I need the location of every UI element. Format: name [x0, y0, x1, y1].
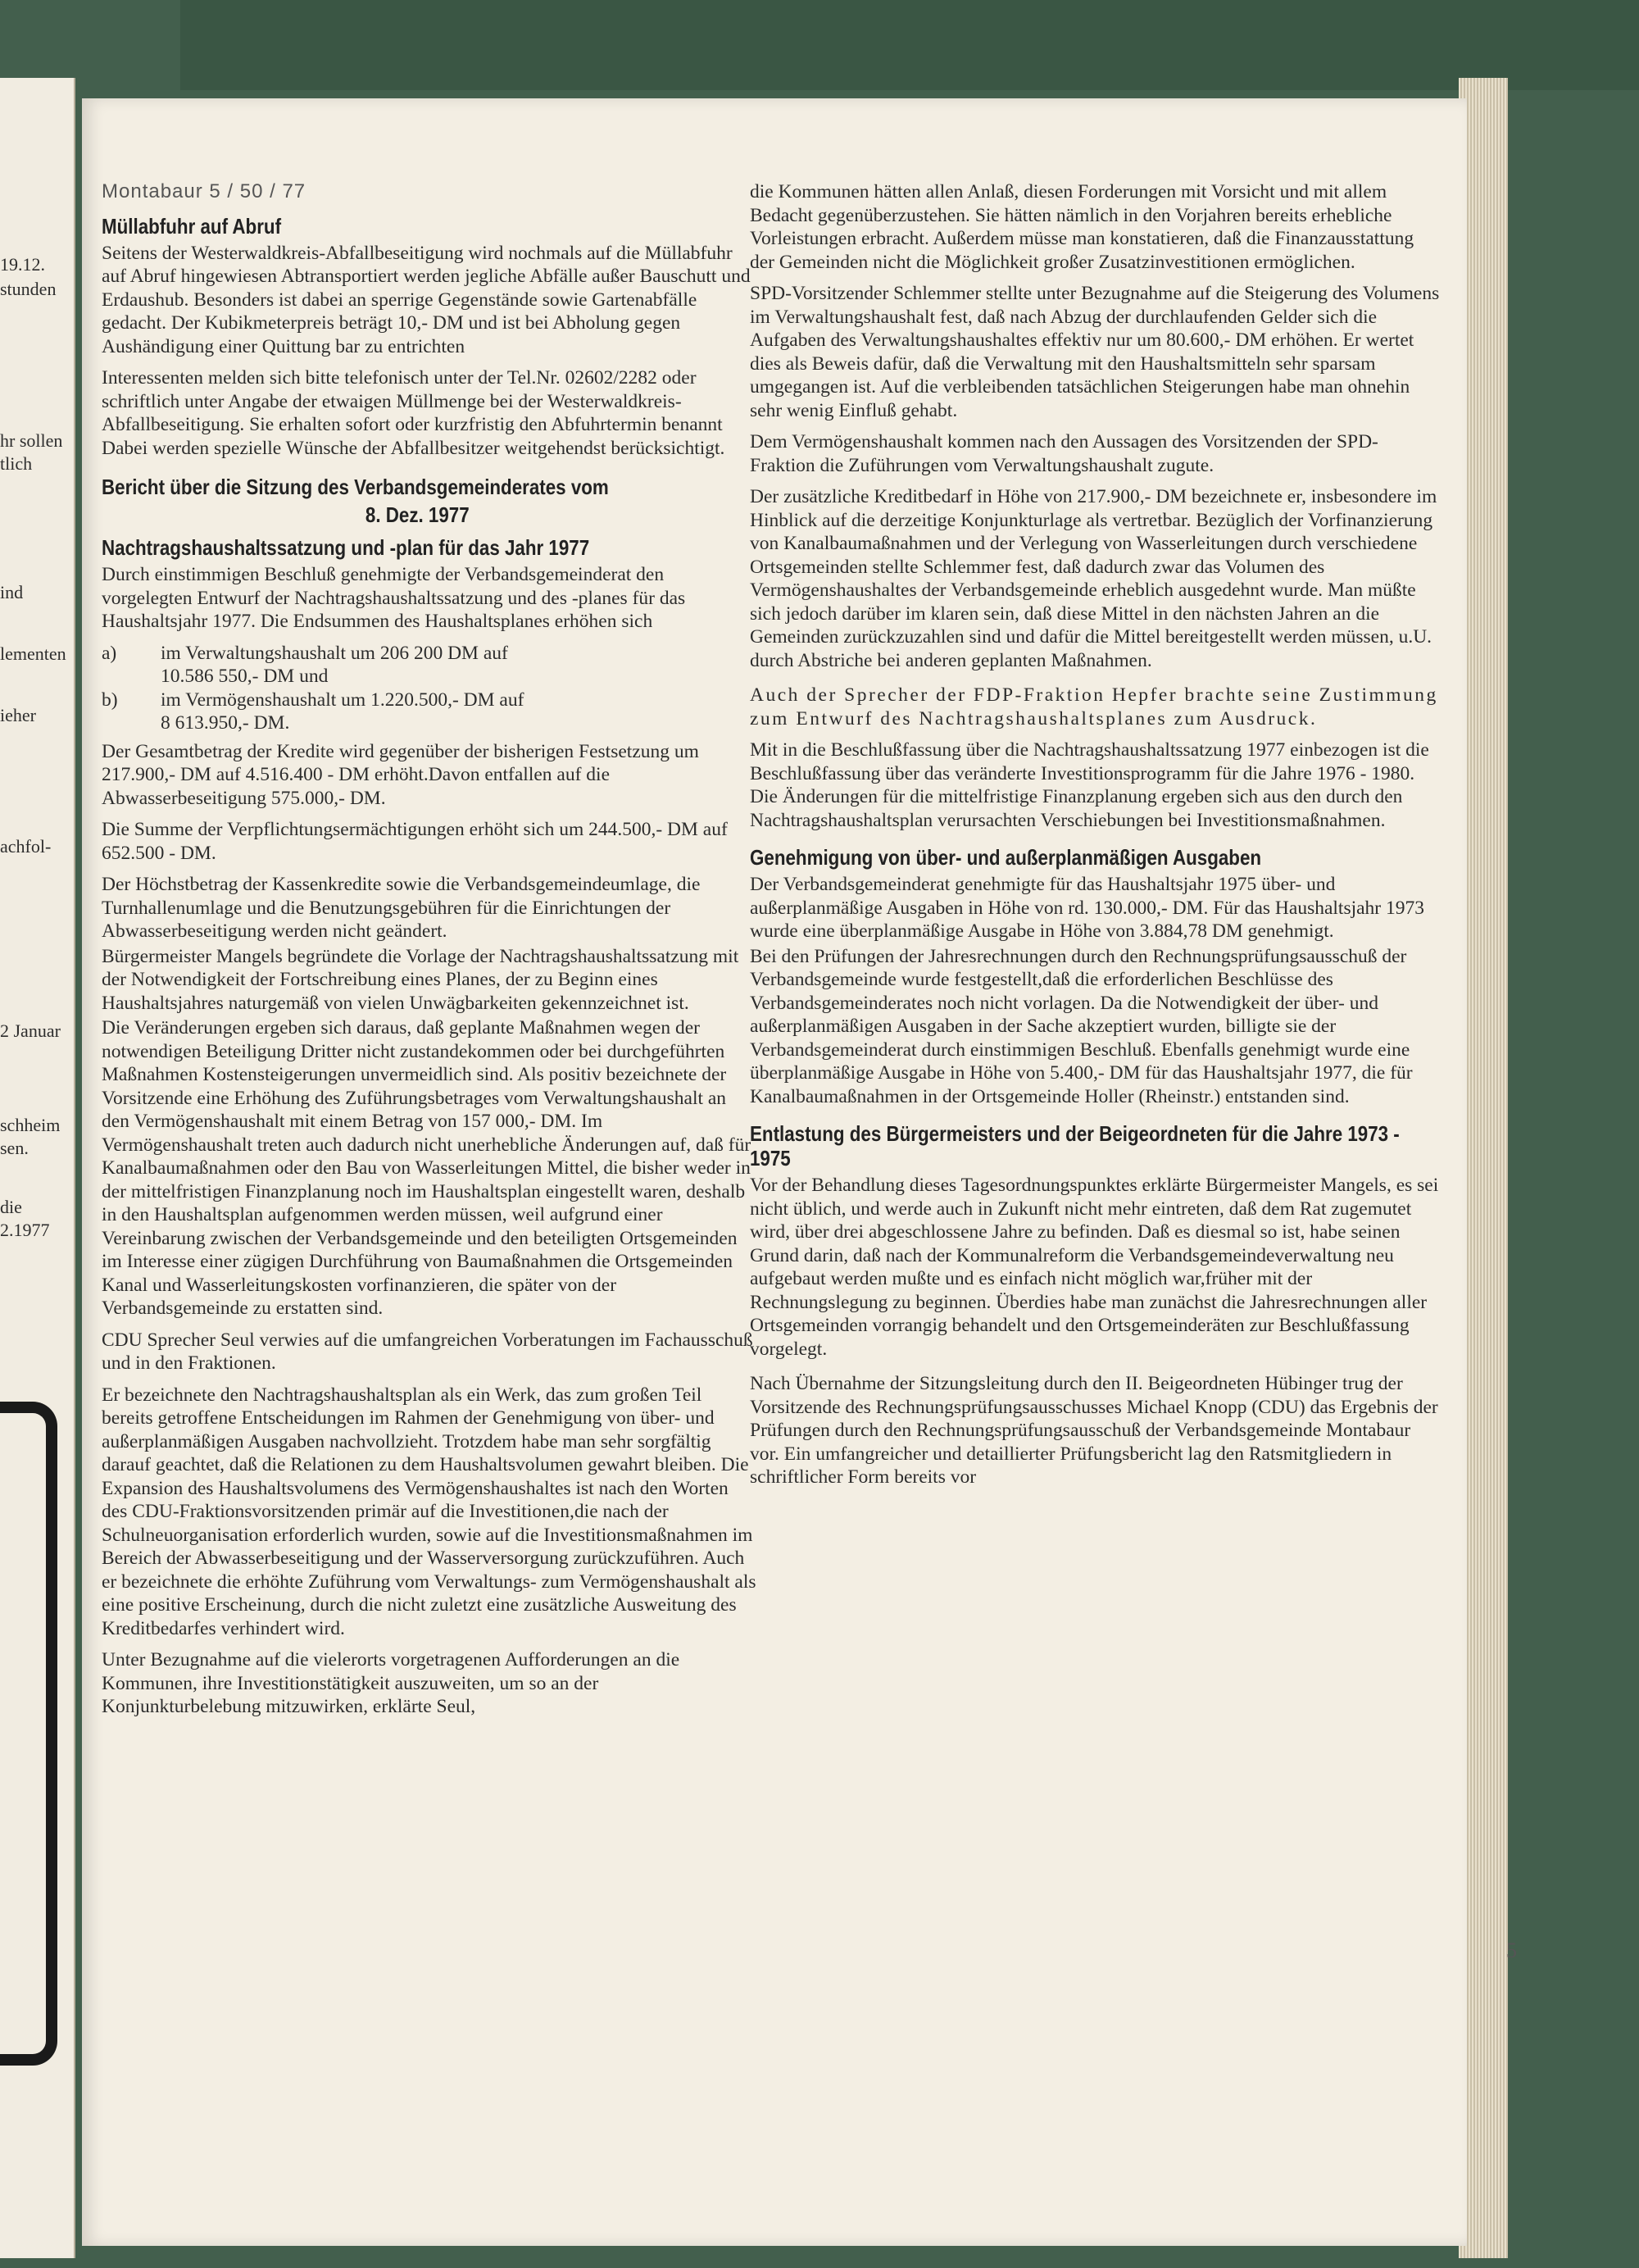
paragraph: Der Gesamtbetrag der Kredite wird gegenüber der bisherigen Festsetzung um 217.900,- DM auf 4.516.400 - DM erhöht.Davon entfallen auf die Abwasserbeseitigung 575.000,- DM. — [102, 740, 699, 809]
prev-fragment: 19.12. — [0, 254, 45, 275]
left-column — [102, 180, 757, 1727]
right-column — [750, 180, 1442, 1498]
margin-mark: 5 — [1506, 1938, 1517, 1962]
prev-fragment: die — [0, 1197, 22, 1217]
list-item — [102, 642, 757, 666]
paragraph: Nach Übernahme der Sitzungsleitung durch den II. Beigeordneten Hübinger trug der Vorsitzende des Rechnungsprüfungsausschusses Michael Knopp (CDU) das Ergebnis der Prüfungen durch den Rechnungsprüfungsausschuß der Verbandsgemeinde Montabaur vor. Ein umfangreicher und detaillierter Prüfungsbericht lag den Ratsmitgliedern in schriftlicher Form bereits vor — [750, 1373, 1438, 1488]
paragraph: Seitens der Westerwaldkreis-Abfallbeseitigung wird nochmals auf die Müllabfuhr auf Abruf hingewiesen Abtransportiert werden jegliche Abfälle außer Bauschutt und Erdaushub. Besonders ist dabei an sperrige Gegenstände sowie Gartenabfälle gedacht. Der Kubikmeterpreis beträgt 10,- DM und ist bei Abholung gegen Aushändigung einer Quittung bar zu entrichten — [102, 242, 751, 357]
document-date: Montabaur 5 / 50 / 77 — [102, 180, 306, 202]
list-text-continued: 8 613.950,- DM. — [161, 712, 290, 734]
paragraph: Auch der Sprecher der FDP-Fraktion Hepfer brachte seine Zustimmung zum Entwurf des Nachtragshaushaltsplanes zum Ausdruck. — [750, 684, 1438, 729]
paragraph: Unter Bezugnahme auf die vielerorts vorgetragenen Aufforderungen an die Kommunen, ihre Investitionstätigkeit auszuweiten, um so an der Konjunkturbelebung mitzuwirken, erklärte Seul, — [102, 1649, 680, 1717]
list-text: im Verwaltungshaushalt um 206 200 DM auf — [161, 642, 508, 664]
prev-fragment: tlich — [0, 453, 33, 474]
prev-fragment: achfol- — [0, 836, 52, 857]
amount-list — [102, 642, 757, 735]
heading-entlastung: Entlastung des Bürgermeisters und der Beigeordneten für die Jahre 1973 - 1975 — [750, 1121, 1400, 1170]
binding-board-top — [180, 0, 1639, 90]
heading-genehmigung: Genehmigung von über- und außerplanmäßigen Ausgaben — [750, 845, 1262, 870]
prev-fragment: schheim — [0, 1115, 61, 1135]
paragraph: Mit in die Beschlußfassung über die Nachtragshaushaltssatzung 1977 einbezogen ist die Beschlußfassung über das veränderte Investitionsprogramm für die Jahre 1976 - 1980. Die Änderungen für die mittelfristige Finanzplanung ergeben sich aus den durch den Nachtragshaushaltsplan verursachten Verschiebungen bei Investitionsmaßnahmen. — [750, 739, 1429, 831]
prev-fragment: ind — [0, 582, 24, 602]
paragraph: Bei den Prüfungen der Jahresrechnungen durch den Rechnungsprüfungsausschuß der Verbandsgemeinde wurde festgestellt,daß die erforderlichen Beschlüsse des Verbandsgemeinderates noch nicht vorlagen. Da die Notwendigkeit der über- und außerplanmäßigen Ausgaben in der Sache akzeptiert wurden, billigte sie der Verbandsgemeinderat durch einstimmigen Beschluß. Ebenfalls genehmigt wurde eine überplanmäßige Ausgabe in Höhe von 5.400,- DM für das Haushaltsjahr 1977, die für Kanalbaumaßnahmen in der Ortsgemeinde Holler (Rheinstr.) entstanden sind. — [750, 945, 1413, 1107]
heading-bericht-line2: 8. Dez. 1977 — [365, 502, 470, 527]
paragraph: SPD-Vorsitzender Schlemmer stellte unter Bezugnahme auf die Steigerung des Volumens im Verwaltungshaushalt fest, daß nach Abzug der durchlaufenden Gelder sich die Aufgaben des Verwaltungshaushaltes effektiv nur um 80.600,- DM erhöhen. Er wertet dies als Beweis dafür, daß die Verwaltung mit den Haushaltsmitteln sehr sparsam umgegangen ist. Auf die verbleibenden tatsächlichen Steigerungen habe man ohnehin sehr wenig Einfluß gehabt. — [750, 283, 1440, 421]
prev-fragment: stunden — [0, 279, 57, 299]
paragraph: Er bezeichnete den Nachtragshaushaltsplan als ein Werk, das zum großen Teil bereits getroffene Entscheidungen im Rahmen der Genehmigung von über- und außerplanmäßigen Ausgaben nachvollzieht. Trotzdem habe man sehr sorgfältig darauf geachtet, daß die Relationen zu dem Haushaltsvolumen gewahrt bleiben. Die Expansion des Haushaltsvolumens des Vermögenshaushaltes ist nach den Worten des CDU-Fraktionsvorsitzenden primär auf die Investitionen,die nach der Schulneuorganisation erforderlich wurden, sowie auf die Investitionsmaßnahmen im Bereich der Abwasserbeseitigung und der Wasserversorgung zurückzuführen. Auch er bezeichnete die erhöhte Zuführung vom Verwaltungs- zum Vermögenshaushalt als eine positive Erscheinung, durch die nicht zuletzt eine zusätzliche Ausweitung des Kreditbedarfes verhindert wird. — [102, 1384, 756, 1639]
heading-bericht-line1: Bericht über die Sitzung des Verbandsgemeinderates vom — [102, 475, 609, 499]
prev-fragment: lementen — [0, 643, 66, 664]
paragraph: Durch einstimmigen Beschluß genehmigte der Verbandsgemeinderat den vorgelegten Entwurf der Nachtragshaushaltssatzung und des -planes für das Haushaltsjahr 1977. Die Endsummen des Haushaltsplanes erhöhen sich — [102, 564, 686, 632]
paragraph: Der Höchstbetrag der Kassenkredite sowie die Verbandsgemeindeumlage, die Turnhallenumlage und die Benutzungsgebühren für die Einrichtungen der Abwasserbeseitigung werden nicht geändert. — [102, 874, 701, 942]
list-marker: a) — [102, 642, 117, 664]
paragraph: Bürgermeister Mangels begründete die Vorlage der Nachtragshaushaltssatzung mit der Notwendigkeit der Fortschreibung eines Planes, der zu Beginn eines Haushaltsjahres naturgemäß von vielen Unwägbarkeiten gekennzeichnet ist. — [102, 945, 739, 1014]
prev-fragment: hr sollen — [0, 430, 63, 451]
heading-muellabfuhr: Müllabfuhr auf Abruf — [102, 213, 282, 239]
paragraph: Die Veränderungen ergeben sich daraus, daß geplante Maßnahmen wegen der notwendigen Beteiligung Dritter nicht zustandekommen oder bei durchgeführten Maßnahmen Kostensteigerungen unvermeidlich sind. Als positiv bezeichnete der Vorsitzende eine Erhöhung des Zuführungsbetrages vom Verwaltungshaushalt an den Vermögenshaushalt mit einem Betrag von 157 000,- DM. Im Vermögenshaushalt treten auch dadurch nicht unerhebliche Änderungen auf, daß für Kanalbaumaßnahmen oder den Bau von Wasserleitungen Mittel, die bisher weder in der mittelfristigen Finanzplanung noch im Haushaltsplan eingestellt waren, deshalb in den Haushaltsplan aufgenommen werden müssen, weil aufgrund einer Vereinbarung zwischen der Verbandsgemeinde und den beteiligten Ortsgemeinden im Interesse einer zügigen Durchführung von Baumaßnahmen die Ortsgemeinden Kanal und Wasserleitungskosten vorfinanzieren, die später von der Verbandsgemeinde zu erstatten sind. — [102, 1017, 751, 1319]
list-marker: b) — [102, 689, 118, 711]
prev-fragment: sen. — [0, 1138, 29, 1158]
paragraph: Vor der Behandlung dieses Tagesordnungspunktes erklärte Bürgermeister Mangels, es sei nicht üblich, und werde auch in Zukunft nicht mehr eintreten, daß dem Rat zugemutet wird, über drei abgeschlossene Jahre zu befinden. Daß es diesmal so ist, habe seinen Grund darin, daß nach der Kommunalreform die Verbandsgemeindeverwaltung neu aufgebaut werden mußte und es einfach nicht möglich war,früher mit der Rechnungslegung zu beginnen. Überdies habe man zunächst die Jahresrechnungen aller Ortsgemeinden vorrangig behandelt und den Ortsgemeinderäten zur Beschlußfassung vorgelegt. — [750, 1175, 1439, 1360]
prev-fragment: 2 Januar — [0, 1020, 61, 1041]
paragraph: Interessenten melden sich bitte telefonisch unter der Tel.Nr. 02602/2282 oder schriftlich unter Angabe der etwaigen Müllmenge bei der Westerwaldkreis-Abfallbeseitigung. Sie erhalten sofort oder kurzfristig den Abfuhrtermin benannt Dabei werden spezielle Wünsche der Abfallbesitzer weitgehendst berücksichtigt. — [102, 367, 725, 459]
paragraph: Dem Vermögenshaushalt kommen nach den Aussagen des Vorsitzenden der SPD-Fraktion die Zuführungen vom Verwaltungshaushalt zugute. — [750, 431, 1378, 476]
list-item — [102, 689, 757, 712]
previous-page-edge — [0, 78, 75, 2258]
prev-page-frame-graphic — [0, 1402, 57, 2066]
paragraph: die Kommunen hätten allen Anlaß, diesen Forderungen mit Vorsicht und mit allem Bedacht gegenüberzustehen. Sie hätten nämlich in den Vorjahren bereits erhebliche Vorleistungen erbracht. Außerdem müsse man konstatieren, daß die Finanzausstattung der Gemeinden nicht die Möglichkeit großer Zusatzinvestitionen ermöglichen. — [750, 181, 1414, 273]
heading-nachtragshaushalt: Nachtragshaushaltssatzung und -plan für das Jahr 1977 — [102, 535, 590, 560]
prev-fragment: ieher — [0, 705, 36, 725]
prev-fragment: 2.1977 — [0, 1220, 50, 1240]
document-page — [82, 98, 1517, 2246]
list-text: im Vermögenshaushalt um 1.220.500,- DM auf — [161, 689, 524, 711]
paragraph: CDU Sprecher Seul verwies auf die umfangreichen Vorberatungen im Fachausschuß und in den Fraktionen. — [102, 1329, 753, 1374]
paragraph: Der Verbandsgemeinderat genehmigte für das Haushaltsjahr 1975 über- und außerplanmäßige Ausgaben in Höhe von rd. 130.000,- DM. Für das Haushaltsjahr 1973 wurde eine überplanmäßige Ausgabe in Höhe von 3.884,78 DM genehmigt. — [750, 874, 1425, 942]
paragraph: Der zusätzliche Kreditbedarf in Höhe von 217.900,- DM bezeichnete er, insbesondere im Hinblick auf die derzeitige Konjunkturlage als vertretbar. Bezüglich der Vorfinanzierung von Kanalbaumaßnahmen und der Verlegung von Wasserleitungen durch verschiedene Ortsgemeinden stellte Schlemmer fest, daß dadurch zwar das Volumen des Vermögenshaushaltes der Verbandsgemeinde erheblich ausgedehnt wurde. Man müßte sich jedoch darüber im klaren sein, daß diese Mittel in den nächsten Jahren an die Gemeinden zurückzuzahlen sind und dafür die Mittel bereitgestellt werden müssen, u.U. durch Abstriche bei anderen geplanten Maßnahmen. — [750, 486, 1437, 671]
paragraph: Die Summe der Verpflichtungsermächtigungen erhöht sich um 244.500,- DM auf 652.500 - DM. — [102, 819, 728, 864]
list-text-continued: 10.586 550,- DM und — [161, 666, 329, 687]
